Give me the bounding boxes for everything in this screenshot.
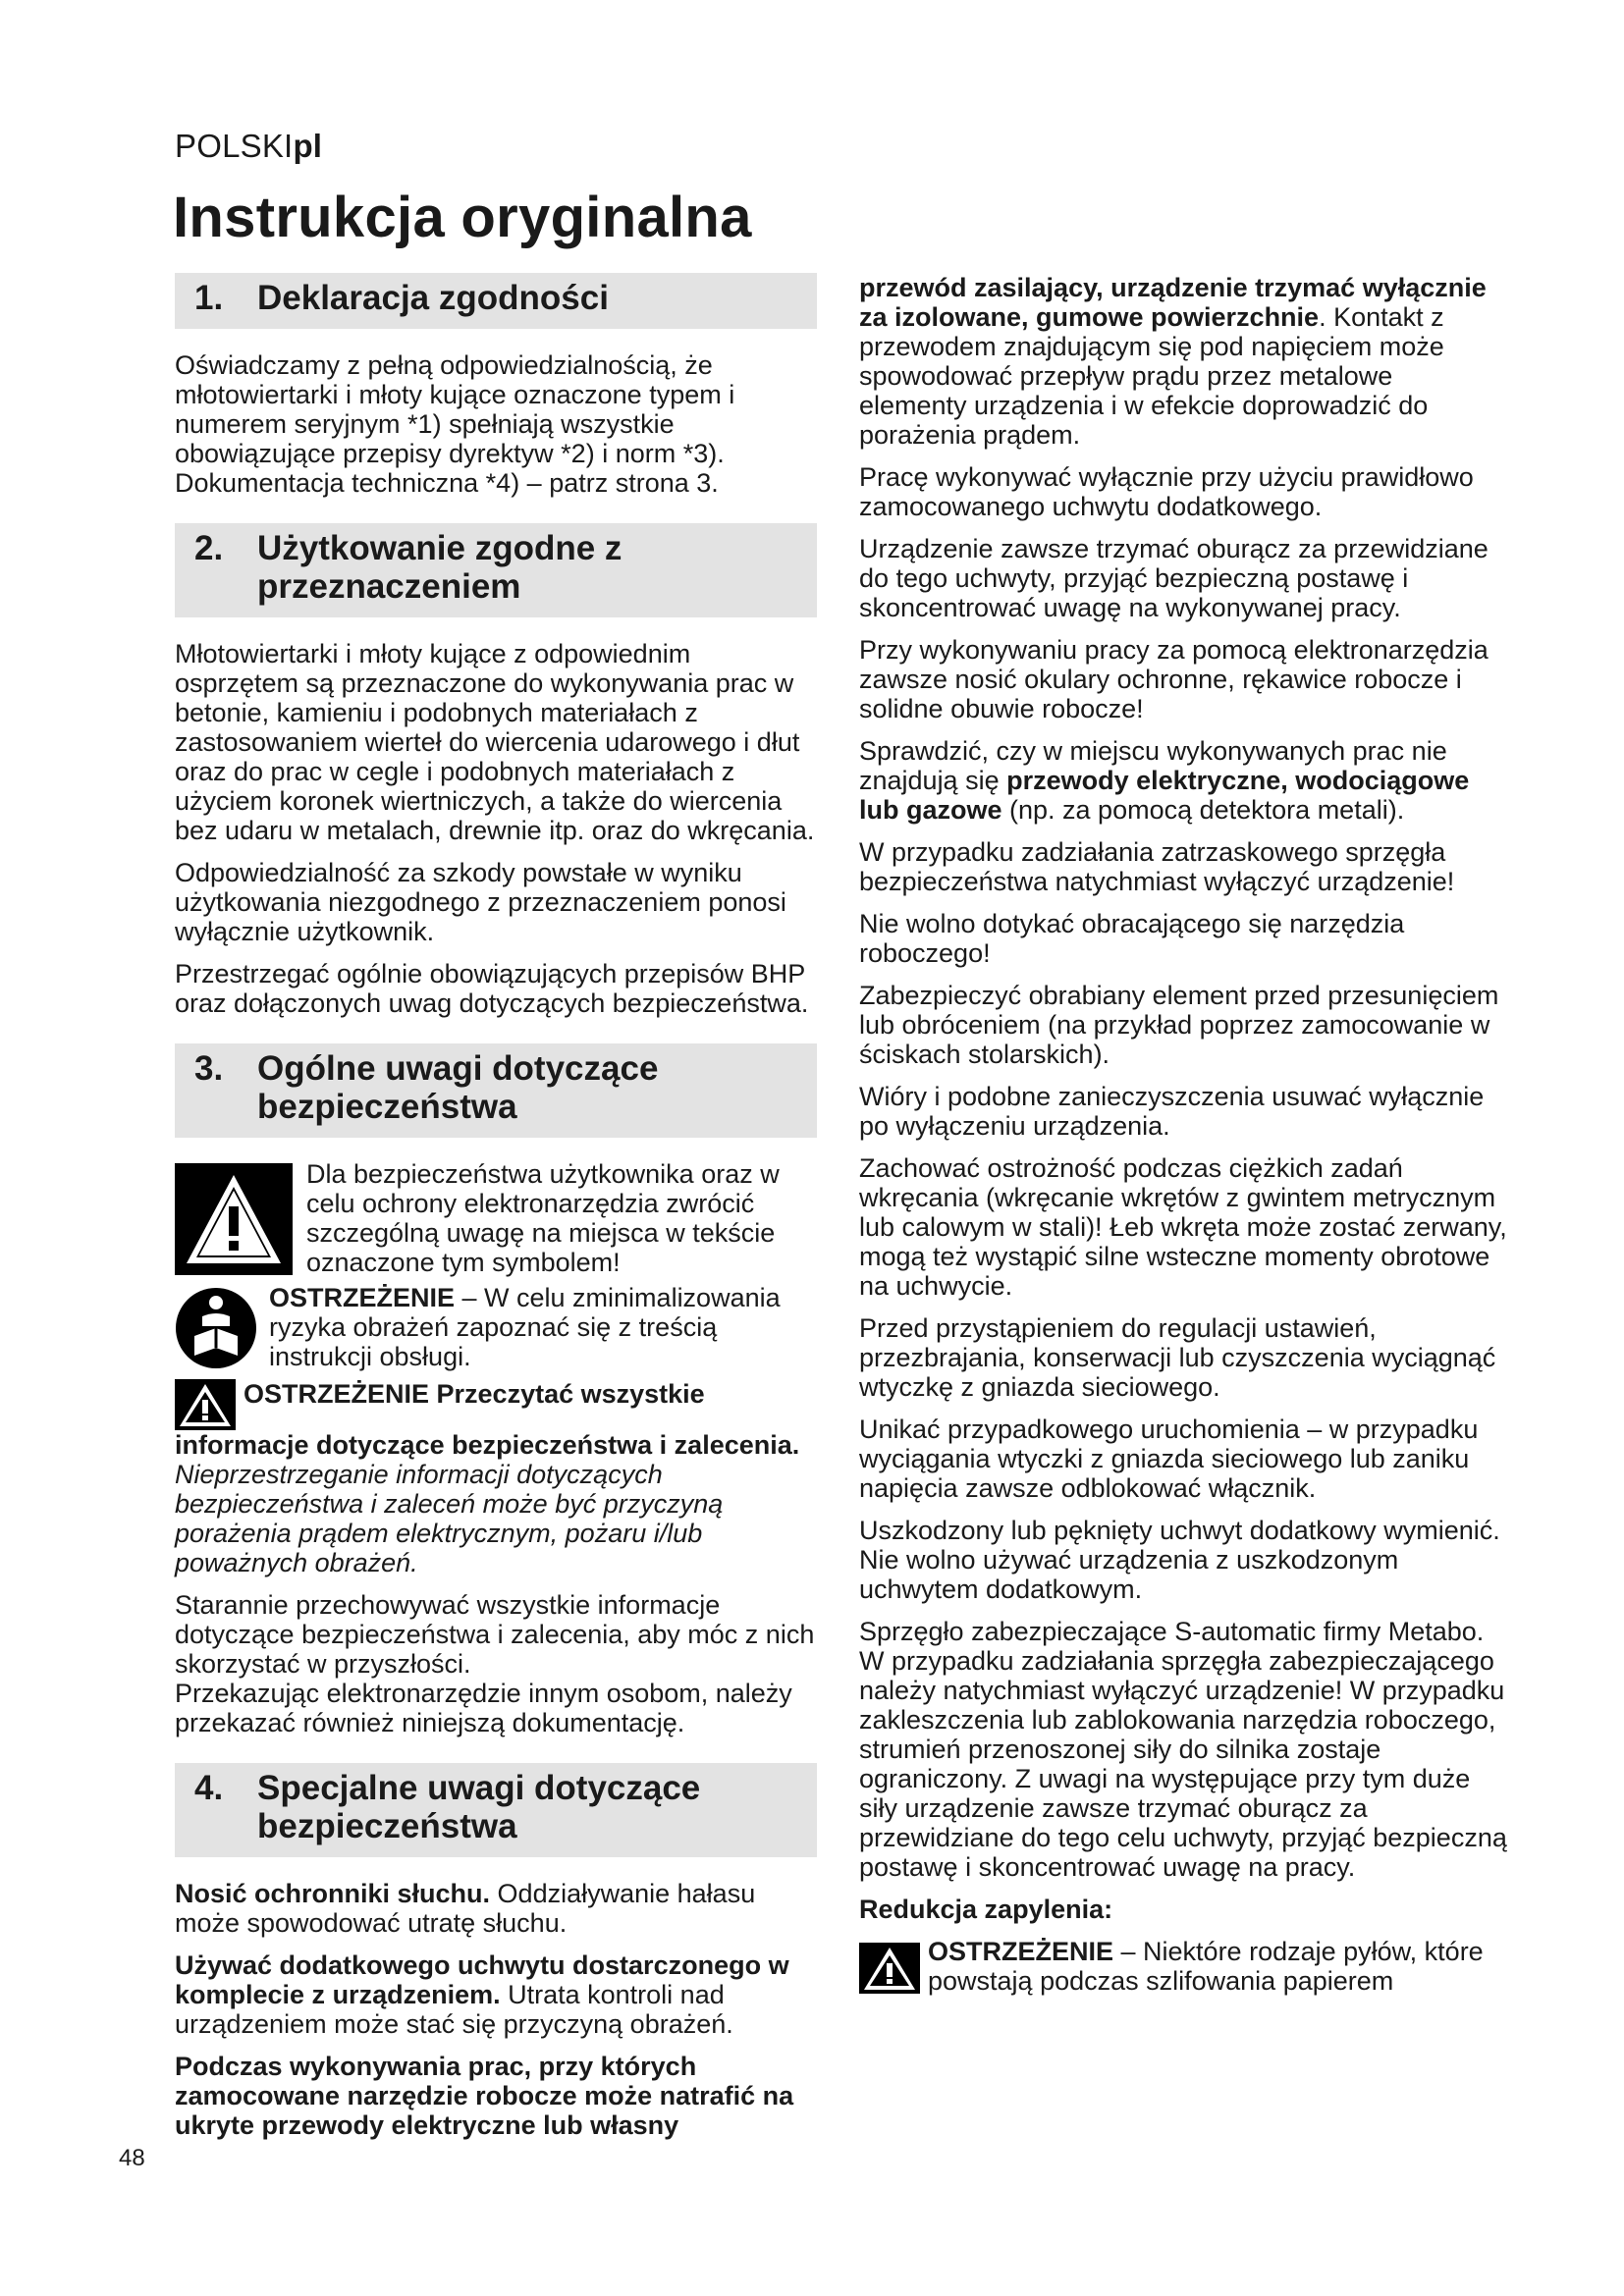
page-title: Instrukcja oryginalna — [173, 186, 752, 249]
warning-triangle-icon — [175, 1163, 293, 1275]
paragraph: Pracę wykonywać wyłącznie przy użyciu prawidłowo zamocowanego uchwytu dodatkowego. — [859, 462, 1474, 521]
warning-text: Dla bezpieczeństwa użytkownika oraz w celu ochrony elektronarzędzia zwrócić szczególną uwagę na miejsca w tekście oznaczone tym symbolem! — [306, 1159, 780, 1277]
section-number: 4. — [194, 1769, 224, 1807]
paragraph: Przestrzegać ogólnie obowiązujących przepisów BHP oraz dołączonych uwag dotyczących bezpieczeństwa. — [175, 959, 809, 1018]
paragraph: Zabezpieczyć obrabiany element przed przesunięciem lub obróceniem (na przykład poprzez zamocowanie w ściskach stolarskich). — [859, 981, 1499, 1069]
paragraph: Uszkodzony lub pęknięty uchwyt dodatkowy wymienić. Nie wolno używać urządzenia z uszkodzonym uchwytem dodatkowym. — [859, 1516, 1500, 1604]
warning-body: – W celu zminimalizowania ryzyka obrażeń zapoznać się z treścią instrukcji obsługi. — [269, 1283, 781, 1371]
paragraph-text: Utrata kontroli nad urządzeniem może stać się przyczyną obrażeń. — [175, 1980, 733, 2039]
paragraph: W przypadku zadziałania zatrzaskowego sprzęgła bezpieczeństwa natychmiast wyłączyć urządzenie! — [859, 837, 1455, 896]
section-1-heading — [175, 273, 817, 329]
section-title-cont: bezpieczeństwa — [257, 1088, 517, 1126]
paragraph: Wióry i podobne zanieczyszczenia usuwać wyłącznie po wyłączeniu urządzenia. — [859, 1082, 1485, 1141]
warning-label: OSTRZEŻENIE — [928, 1937, 1114, 1966]
paragraph: Sprzęgło zabezpieczające S-automatic firmy Metabo. — [859, 1617, 1485, 1646]
section-title: Specjalne uwagi dotyczące — [257, 1769, 701, 1807]
page-number: 48 — [119, 2145, 145, 2171]
paragraph: Przekazując elektronarzędzie innym osobom, należy przekazać również niniejszą dokumentację. — [175, 1679, 792, 1737]
paragraph: Zachować ostrożność podczas ciężkich zadań wkręcania (wkręcanie wkrętów z gwintem metrycznym lub calowym w stali)! Łeb wkręta może zostać zerwany, mogą też wystąpić silne wsteczne momenty obrotowe na uchwycie. — [859, 1153, 1507, 1301]
section-title: Użytkowanie zgodne z — [257, 529, 623, 567]
paragraph-text: Oddziaływanie hałasu może spowodować utratę słuchu. — [175, 1879, 756, 1938]
section-number: 3. — [194, 1049, 224, 1088]
read-manual-icon — [175, 1287, 257, 1369]
paragraph: Odpowiedzialność za szkody powstałe w wyniku użytkowania niezgodnego z przeznaczeniem ponosi wyłącznie użytkownik. — [175, 858, 786, 946]
right-column — [859, 273, 1507, 2003]
paragraph — [175, 1879, 817, 1938]
warning-label: OSTRZEŻENIE — [269, 1283, 456, 1312]
language-header — [175, 128, 322, 165]
section-title: Ogólne uwagi dotyczące — [257, 1049, 659, 1088]
section-title-cont: bezpieczeństwa — [257, 1807, 517, 1845]
warning-triangle-icon — [859, 1943, 920, 1994]
paragraph — [175, 1950, 817, 2039]
paragraph: Unikać przypadkowego uruchomienia – w przypadku wyciągania wtyczki z gniazda sieciowego lub zaniku napięcia zawsze odblokować włącznik. — [859, 1415, 1479, 1503]
warning-body: Nieprzestrzeganie informacji dotyczących bezpieczeństwa i zaleceń może być przyczyną porażenia prądem elektrycznym, pożaru i/lub poważnych obrażeń. — [175, 1460, 724, 1577]
left-column — [175, 273, 817, 2153]
paragraph: Urządzenie zawsze trzymać oburącz za przewidziane do tego uchwyty, przyjąć bezpieczną postawę i skoncentrować uwagę na wykonywanej pracy. — [859, 534, 1489, 622]
bold-lead: Używać dodatkowego uchwytu dostarczonego w komplecie z urządzeniem. — [175, 1950, 789, 2009]
paragraph-text: Sprawdzić, czy w miejscu wykonywanych prac nie znajdują się — [859, 736, 1447, 795]
paragraph — [859, 736, 1507, 825]
section-number: 1. — [194, 279, 224, 317]
warning-label: OSTRZEŻENIE Przeczytać wszystkie informacje dotyczące bezpieczeństwa i zalecenia. — [175, 1379, 800, 1460]
section-3-heading — [175, 1043, 817, 1138]
warning-body: – Niektóre rodzaje pyłów, które powstają podczas szlifowania papierem — [928, 1937, 1484, 1996]
bold-phrase: przewody elektryczne, wodociągowe lub gazowe — [859, 766, 1470, 825]
language-code: pl — [293, 128, 323, 164]
bold-lead: Nosić ochronniki słuchu. — [175, 1879, 491, 1908]
bold-lead: przewód zasilający, urządzenie trzymać wyłącznie za izolowane, gumowe powierzchnie — [859, 273, 1487, 332]
subheading: Redukcja zapylenia: — [859, 1895, 1113, 1924]
paragraph: Przed przystąpieniem do regulacji ustawień, przezbrajania, konserwacji lub czyszczenia wyciągnąć wtyczkę z gniazda sieciowego. — [859, 1313, 1496, 1402]
warning-triangle-icon — [175, 1379, 236, 1430]
paragraph: Przy wykonywaniu pracy za pomocą elektronarzędzia zawsze nosić okulary ochronne, rękawice robocze i solidne obuwie robocze! — [859, 635, 1489, 723]
paragraph — [859, 273, 1507, 450]
paragraph: W przypadku zadziałania sprzęgła zabezpieczającego należy natychmiast wyłączyć urządzenie! W przypadku zakleszczenia lub zablokowania narzędzia roboczego, strumień przenoszonej siły do silnika zostaje ograniczony. Z uwagi na występujące przy tym duże siły urządzenie zawsze trzymać oburącz za przewidziane do tego celu uchwyty, przyjąć bezpieczną postawę i skoncentrować uwagę na pracy. — [859, 1646, 1507, 1882]
warning-text — [269, 1283, 817, 1371]
paragraph: Młotowiertarki i młoty kujące z odpowiednim osprzętem są przeznaczone do wykonywania prac w betonie, kamieniu i podobnych materiałach z zastosowaniem wierteł do wiercenia udarowego i dłut oraz do prac w cegle i podobnych materiałach z użyciem koronek wiertniczych, a także do wiercenia bez udaru w metalach, drewnie itp. oraz do wkręcania. — [175, 639, 815, 845]
paragraph-text: (np. za pomocą detektora metali). — [1001, 795, 1405, 825]
bold-paragraph: Starannie przechowywać wszystkie informacje dotyczące bezpieczeństwa i zalecenia, aby móc z nich skorzystać w przyszłości. — [175, 1590, 815, 1679]
language-name: POLSKI — [175, 128, 294, 164]
section-number: 2. — [194, 529, 224, 567]
paragraph: Nie wolno dotykać obracającego się narzędzia roboczego! — [859, 909, 1405, 968]
section-title-cont: przeznaczeniem — [257, 567, 521, 606]
paragraph: Oświadczamy z pełną odpowiedzialnością, że młotowiertarki i młoty kujące oznaczone typem i numerem seryjnym *1) spełniają wszystkie obowiązujące przepisy dyrektyw *2) i norm *3). Dokumentacja techniczna *4) – patrz strona 3. — [175, 350, 735, 498]
dust-warning-block — [859, 1937, 1507, 1996]
section-2-heading — [175, 523, 817, 617]
warning-paragraph — [175, 1379, 817, 1577]
paragraph-text: . Kontakt z przewodem znajdującym się pod napięciem może spowodować przepływ prądu przez metalowe elementy urządzenia i w efekcie doprowadzić do porażenia prądem. — [859, 302, 1444, 450]
warning-symbol-block — [175, 1159, 817, 1277]
section-title: Deklaracja zgodności — [257, 279, 609, 317]
paragraph: Podczas wykonywania prac, przy których zamocowane narzędzie robocze może natrafić na ukryte przewody elektryczne lub własny — [175, 2052, 794, 2140]
section-4-heading — [175, 1763, 817, 1857]
read-manual-block — [175, 1283, 817, 1371]
warning-text — [928, 1937, 1507, 1996]
